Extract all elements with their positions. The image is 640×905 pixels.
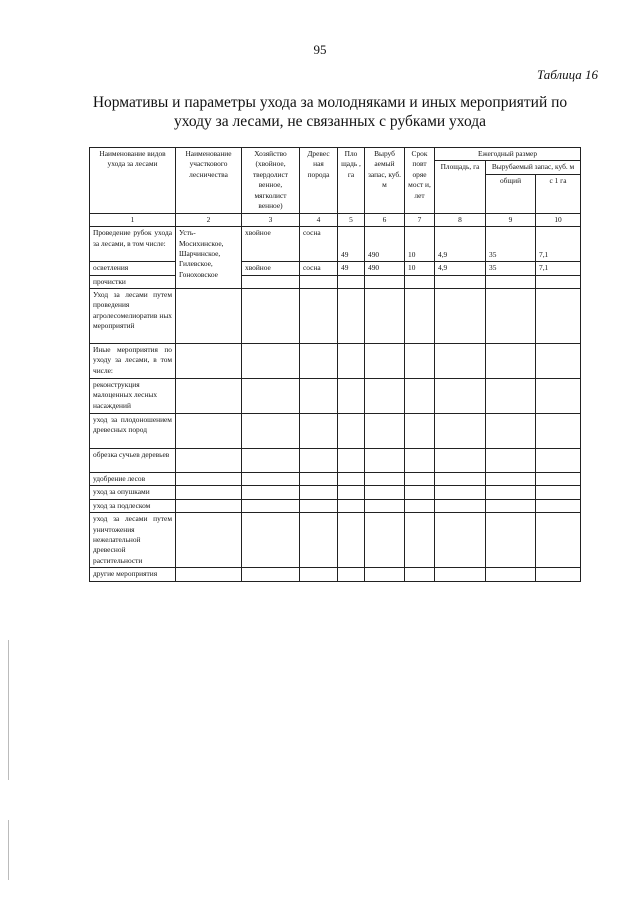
column-number: 2 [176,213,242,226]
row-name: удобрение лесов [90,473,176,486]
row-name: уход за лесами путем уничтожения нежелательной древесной растительности [90,513,176,568]
column-number: 9 [486,213,536,226]
column-number: 1 [90,213,176,226]
cell-period: 10 [405,262,435,275]
row-name: уход за плодоношением древесных пород [90,414,176,449]
cell-economy: хвойное [242,227,300,262]
header-row-1 [90,148,581,161]
table-row [90,227,581,262]
header-species: Древес ная порода [300,148,338,214]
header-economy: Хозяйство (хвойное, твердолист венное, мягколист венное) [242,148,300,214]
row-name: Иные мероприятия по уходу за лесами, в том числе: [90,344,176,379]
column-number: 6 [365,213,405,226]
norms-table [89,147,581,582]
table-row [90,275,581,288]
header-per-ha: с 1 га [536,174,581,213]
row-name: реконструкция малоценных лесных насаждений [90,379,176,414]
cell-area: 49 [338,262,365,275]
cell-annual-total: 35 [486,262,536,275]
column-number: 5 [338,213,365,226]
cell-stock: 490 [365,262,405,275]
cell-annual-total: 35 [486,227,536,262]
header-period: Срок повт оряе мост и, лет [405,148,435,214]
table-row [90,379,581,414]
table-row [90,449,581,473]
header-total: общий [486,174,536,213]
row-name: другие мероприятия [90,568,176,581]
cell-economy: хвойное [242,262,300,275]
header-work-type: Наименование видов ухода за лесами [90,148,176,214]
row-name: обрезка сучьев деревьев [90,449,176,473]
cell-annual-area: 4,9 [435,227,486,262]
cell-stock: 490 [365,227,405,262]
column-number: 3 [242,213,300,226]
cell-period: 10 [405,227,435,262]
table-row [90,499,581,512]
table-row [90,473,581,486]
scan-artifact-line [8,640,9,780]
row-name: Уход за лесами путем проведения агролесомелиоратив ных мероприятий [90,289,176,344]
row-name: Проведение рубок ухода за лесами, в том числе: [90,227,176,262]
cell-area: 49 [338,227,365,262]
column-number: 8 [435,213,486,226]
cell-species: сосна [300,227,338,262]
forestry-names: Усть-Мосихинское, Шарчинское, Гилевское, Гоноховское [176,227,242,289]
row-name: прочистки [90,275,176,288]
row-name: уход за подлеском [90,499,176,512]
header-area: Пло щадь , га [338,148,365,214]
header-forestry: Наименование участкового лесничества [176,148,242,214]
column-number: 7 [405,213,435,226]
table-row [90,568,581,581]
row-name: уход за опушками [90,486,176,499]
table-row [90,289,581,344]
column-number: 10 [536,213,581,226]
table-row [90,262,581,275]
cell-annual-per-ha: 7,1 [536,262,581,275]
header-annual-size: Ежегодный размер [435,148,581,161]
norms-table-container [89,147,580,582]
header-cut-stock: Вырубаемый запас, куб. м [486,161,581,174]
table-row [90,486,581,499]
column-number-row [90,213,581,226]
row-name: осветления [90,262,176,275]
table-row [90,344,581,379]
scan-artifact-line [8,820,9,880]
document-title: Нормативы и параметры ухода за молодняками и иных мероприятий по уходу за лесами, не связанных с рубками ухода [92,94,568,130]
table-row [90,513,581,568]
cell-species: сосна [300,262,338,275]
page-number: 95 [313,42,327,57]
header-stock: Выруб аемый запас, куб. м [365,148,405,214]
header-annual-area: Площадь, га [435,161,486,213]
column-number: 4 [300,213,338,226]
table-row [90,414,581,449]
cell-annual-per-ha: 7,1 [536,227,581,262]
cell-annual-area: 4,9 [435,262,486,275]
table-caption: Таблица 16 [536,67,598,82]
